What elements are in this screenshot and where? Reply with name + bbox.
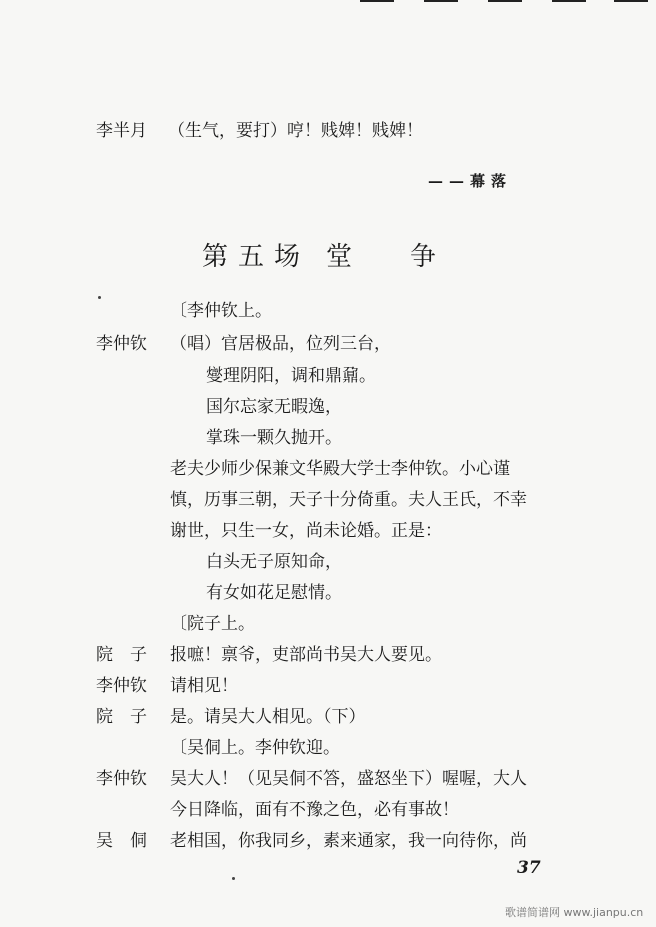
scene-number: 第五场 <box>202 242 311 272</box>
verse-line: 白头无子原知命， <box>206 552 342 572</box>
dialogue-line: 老夫少师少保兼文华殿大学士李仲钦。小心谨 <box>170 459 510 479</box>
page-number: 37 <box>517 858 541 878</box>
intro-text: （生气，要打）哼！贱婢！贱婢！ <box>168 121 423 141</box>
verse-line: 有女如花足慰情。 <box>206 583 342 603</box>
intro-speaker: 李半月 <box>96 121 147 141</box>
watermark: 歌谱简谱网 www.jianpu.cn <box>505 906 644 919</box>
verse-line: 燮理阴阳，调和鼎鼐。 <box>206 366 376 386</box>
speaker-name: 李仲钦 <box>96 334 147 354</box>
speaker-name: 李仲钦 <box>96 769 147 789</box>
dialogue-line: 今日降临，面有不豫之色，必有事故！ <box>170 800 459 820</box>
dialogue-line: 老相国，你我同乡，素来通家，我一向待你，尚 <box>170 831 527 851</box>
curtain-direction: ——幕落 <box>428 172 513 190</box>
dialogue-line: （唱）官居极品，位列三台， <box>170 334 391 354</box>
stage-direction: 〔李仲钦上。 <box>170 301 272 321</box>
dialogue-line: 报嗻！禀爷，吏部尚书吴大人要见。 <box>170 645 442 665</box>
speaker-name: 院 子 <box>96 707 147 727</box>
dialogue-line: 谢世，只生一女，尚未论婚。正是： <box>170 521 442 541</box>
scene-name-a: 堂 <box>326 242 353 272</box>
speck <box>98 296 101 299</box>
speaker-name: 李仲钦 <box>96 676 147 696</box>
verse-line: 掌珠一颗久抛开。 <box>206 428 342 448</box>
dialogue-line: 慎，历事三朝，天子十分倚重。夫人王氏，不幸 <box>170 490 527 510</box>
stage-direction: 〔院子上。 <box>170 614 255 634</box>
speck <box>232 877 235 880</box>
dialogue-line: 吴大人！（见吴侗不答，盛怒坐下）喔喔，大人 <box>170 769 527 789</box>
speaker-name: 院 子 <box>96 645 147 665</box>
stage-direction: 〔吴侗上。李仲钦迎。 <box>170 738 340 758</box>
dialogue-line: 请相见！ <box>170 676 238 696</box>
scene-name-b: 争 <box>410 242 437 272</box>
speaker-name: 吴 侗 <box>96 831 147 851</box>
dialogue-line: 是。请吴大人相见。（下） <box>170 707 366 727</box>
verse-line: 国尔忘家无暇逸， <box>206 397 342 417</box>
